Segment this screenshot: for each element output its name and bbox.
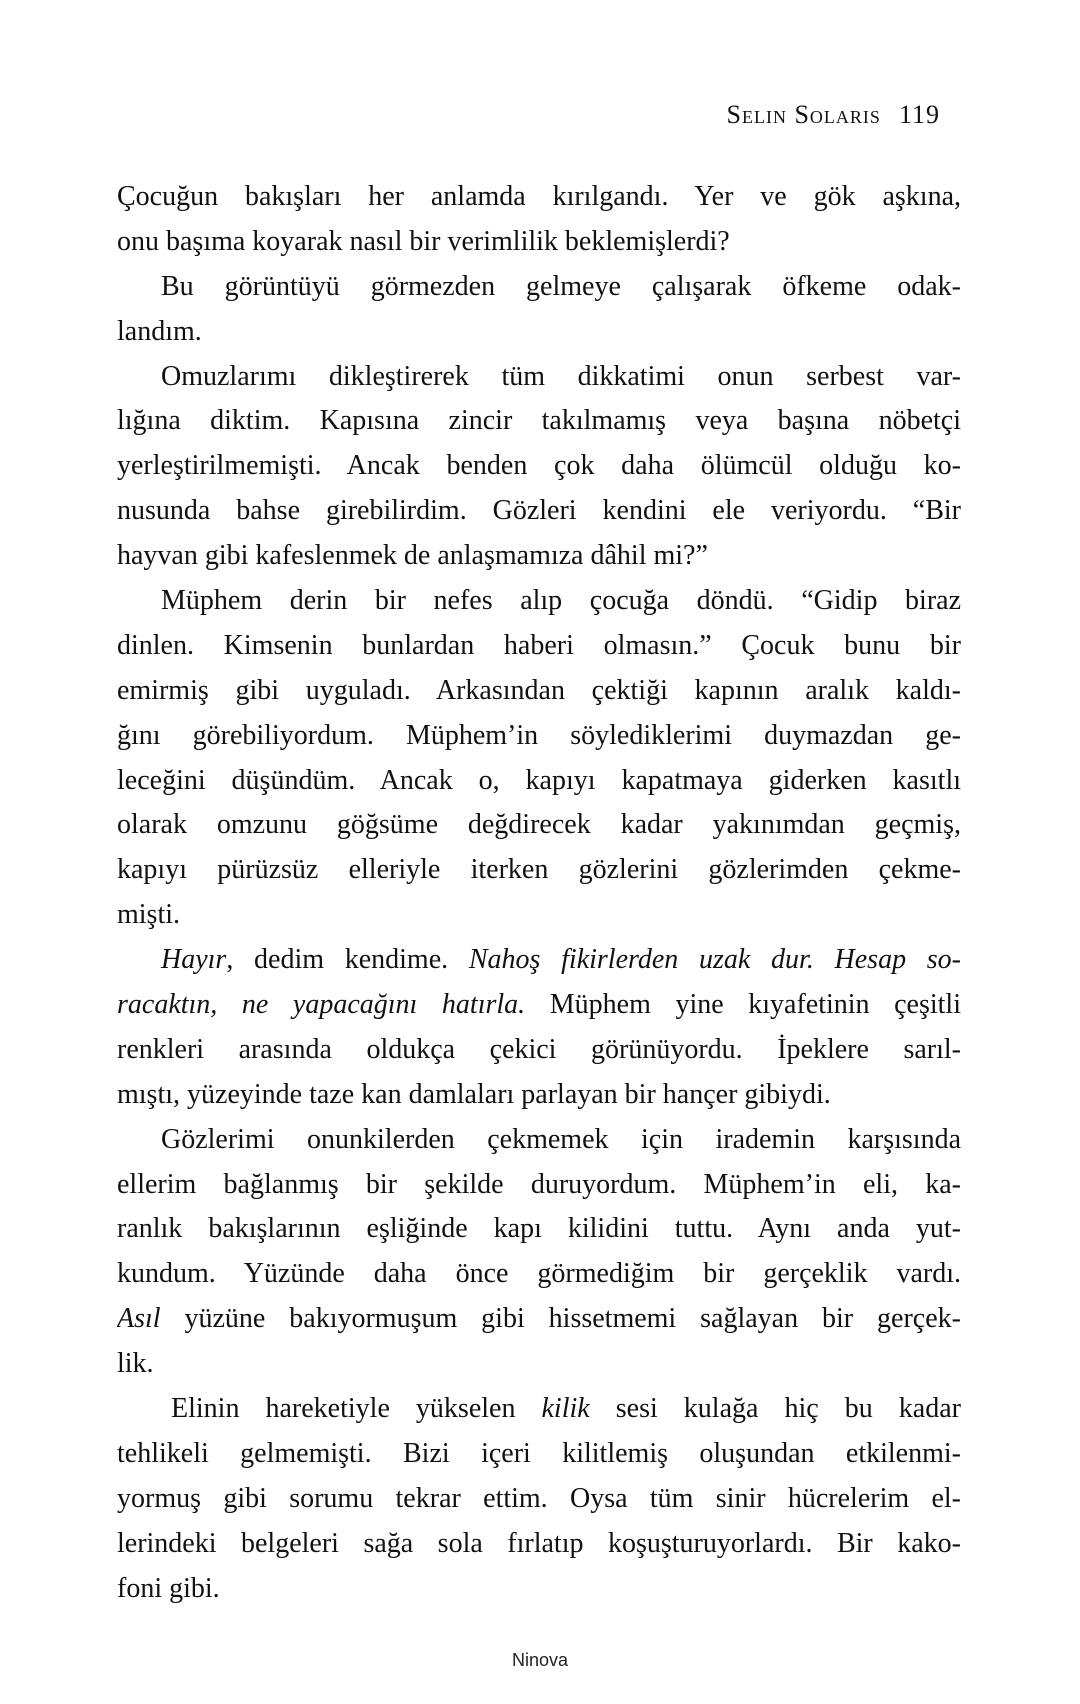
text-line: [117, 265, 961, 310]
text-segment: lığına diktim. Kapısına zincir takılmamış veya başına nöbetçi: [117, 405, 961, 437]
text-line: [117, 848, 961, 893]
text-segment: Elinin hareketiyle yükselen: [171, 1393, 542, 1425]
text-segment: yerleştirilmemişti. Ancak benden çok daha ölümcül olduğu ko-: [117, 450, 961, 482]
text-segment: foni gibi.: [117, 1572, 220, 1604]
text-line: [117, 1567, 961, 1612]
text-segment: Müphem yine kıyafetinin çeşitli: [525, 989, 961, 1021]
text-segment: Çocuğun bakışları her anlamda kırılgandı. Yer ve gök aşkına,: [117, 181, 961, 212]
italic-text: Hayır: [161, 944, 227, 976]
text-line: [117, 1028, 961, 1073]
text-line: [117, 1252, 961, 1297]
running-header: [600, 100, 940, 130]
text-segment: onu başıma koyarak nasıl bir verimlilik beklemişlerdi?: [117, 225, 730, 257]
text-line: [117, 803, 961, 848]
text-line: [117, 444, 961, 489]
text-line: [117, 1477, 961, 1522]
text-line: [117, 1342, 961, 1387]
text-line: [117, 1118, 961, 1163]
text-segment: Bu görüntüyü görmezden gelmeye çalışarak öfkeme odak-: [161, 270, 961, 302]
text-line: [117, 714, 961, 759]
text-line: [117, 1432, 961, 1477]
text-segment: ellerim bağlanmış bir şekilde duruyordum. Müphem’in eli, ka-: [117, 1168, 961, 1200]
text-line: [117, 489, 961, 534]
text-line: [117, 1387, 961, 1432]
text-line: [117, 1522, 961, 1567]
text-segment: dinlen. Kimsenin bunlardan haberi olmasın.” Çocuk bunu bir: [117, 629, 961, 661]
page-number: 119: [898, 100, 940, 129]
text-line: [117, 983, 961, 1028]
text-segment: Omuzlarımı dikleştirerek tüm dikkatimi onun serbest var-: [161, 360, 961, 392]
text-line: [117, 175, 961, 220]
text-line: [117, 1297, 961, 1342]
italic-text: Nahoş fikirlerden uzak dur. Hesap so-: [468, 944, 961, 976]
text-line: [117, 310, 961, 355]
text-line: [117, 893, 961, 938]
text-segment: leceğini düşündüm. Ancak o, kapıyı kapatmaya giderken kasıtlı: [117, 764, 961, 796]
text-segment: ğını görebiliyordum. Müphem’in söylediklerimi duymazdan ge-: [117, 719, 961, 751]
text-line: [117, 579, 961, 624]
body-text: [117, 175, 961, 1612]
text-line: [117, 1207, 961, 1252]
text-line: [117, 355, 961, 400]
text-segment: sesi kulağa hiç bu kadar: [589, 1393, 961, 1425]
text-segment: yüzüne bakıyormuşum gibi hissetmemi sağlayan bir gerçek-: [160, 1303, 961, 1335]
text-line: [117, 220, 961, 265]
text-line: [117, 624, 961, 669]
text-segment: kundum. Yüzünde daha önce görmediğim bir gerçeklik vardı.: [117, 1258, 961, 1290]
text-segment: Gözlerimi onunkilerden çekmemek için irademin karşısında: [161, 1123, 961, 1155]
text-line: [117, 759, 961, 804]
footer-watermark: Ninova: [511, 1650, 569, 1670]
text-line: [117, 938, 961, 983]
text-segment: mişti.: [117, 899, 181, 931]
italic-text: Asıl: [117, 1303, 161, 1335]
text-segment: renkleri arasında oldukça çekici görünüyordu. İpeklere sarıl-: [117, 1033, 961, 1065]
text-segment: landım.: [117, 315, 202, 347]
text-segment: olarak omzunu göğsüme değdirecek kadar yakınımdan geçmiş,: [117, 809, 961, 841]
text-segment: tehlikeli gelmemişti. Bizi içeri kilitlemiş oluşundan etkilenmi-: [117, 1437, 961, 1469]
text-segment: lik.: [117, 1348, 154, 1380]
italic-text: kilik: [541, 1393, 590, 1425]
text-segment: Müphem derin bir nefes alıp çocuğa döndü. “Gidip biraz: [161, 585, 961, 617]
text-line: [117, 669, 961, 714]
text-segment: kapıyı pürüzsüz elleriyle iterken gözlerini gözlerimden çekme-: [117, 854, 961, 886]
text-segment: hayvan gibi kafeslenmek de anlaşmamıza dâhil mi?”: [117, 540, 708, 572]
text-line: [117, 1073, 961, 1118]
text-segment: nusunda bahse girebilirdim. Gözleri kendini ele veriyordu. “Bir: [117, 495, 961, 527]
running-header-author: Selin Solaris: [726, 100, 881, 129]
italic-text: racaktın, ne yapacağını hatırla.: [117, 989, 526, 1021]
text-line: [117, 1163, 961, 1208]
text-segment: emirmiş gibi uyguladı. Arkasından çektiği kapının aralık kaldı-: [117, 674, 961, 706]
text-segment: yormuş gibi sorumu tekrar ettim. Oysa tüm sinir hücrelerim el-: [117, 1482, 961, 1514]
text-segment: , dedim kendime.: [226, 944, 469, 976]
text-segment: mıştı, yüzeyinde taze kan damlaları parlayan bir hançer gibiydi.: [117, 1078, 831, 1110]
text-segment: lerindeki belgeleri sağa sola fırlatıp koşuşturuyorlardı. Bir kako-: [117, 1527, 961, 1559]
text-line: [117, 399, 961, 444]
text-line: [117, 534, 961, 579]
text-segment: ranlık bakışlarının eşliğinde kapı kilidini tuttu. Aynı anda yut-: [117, 1213, 961, 1245]
